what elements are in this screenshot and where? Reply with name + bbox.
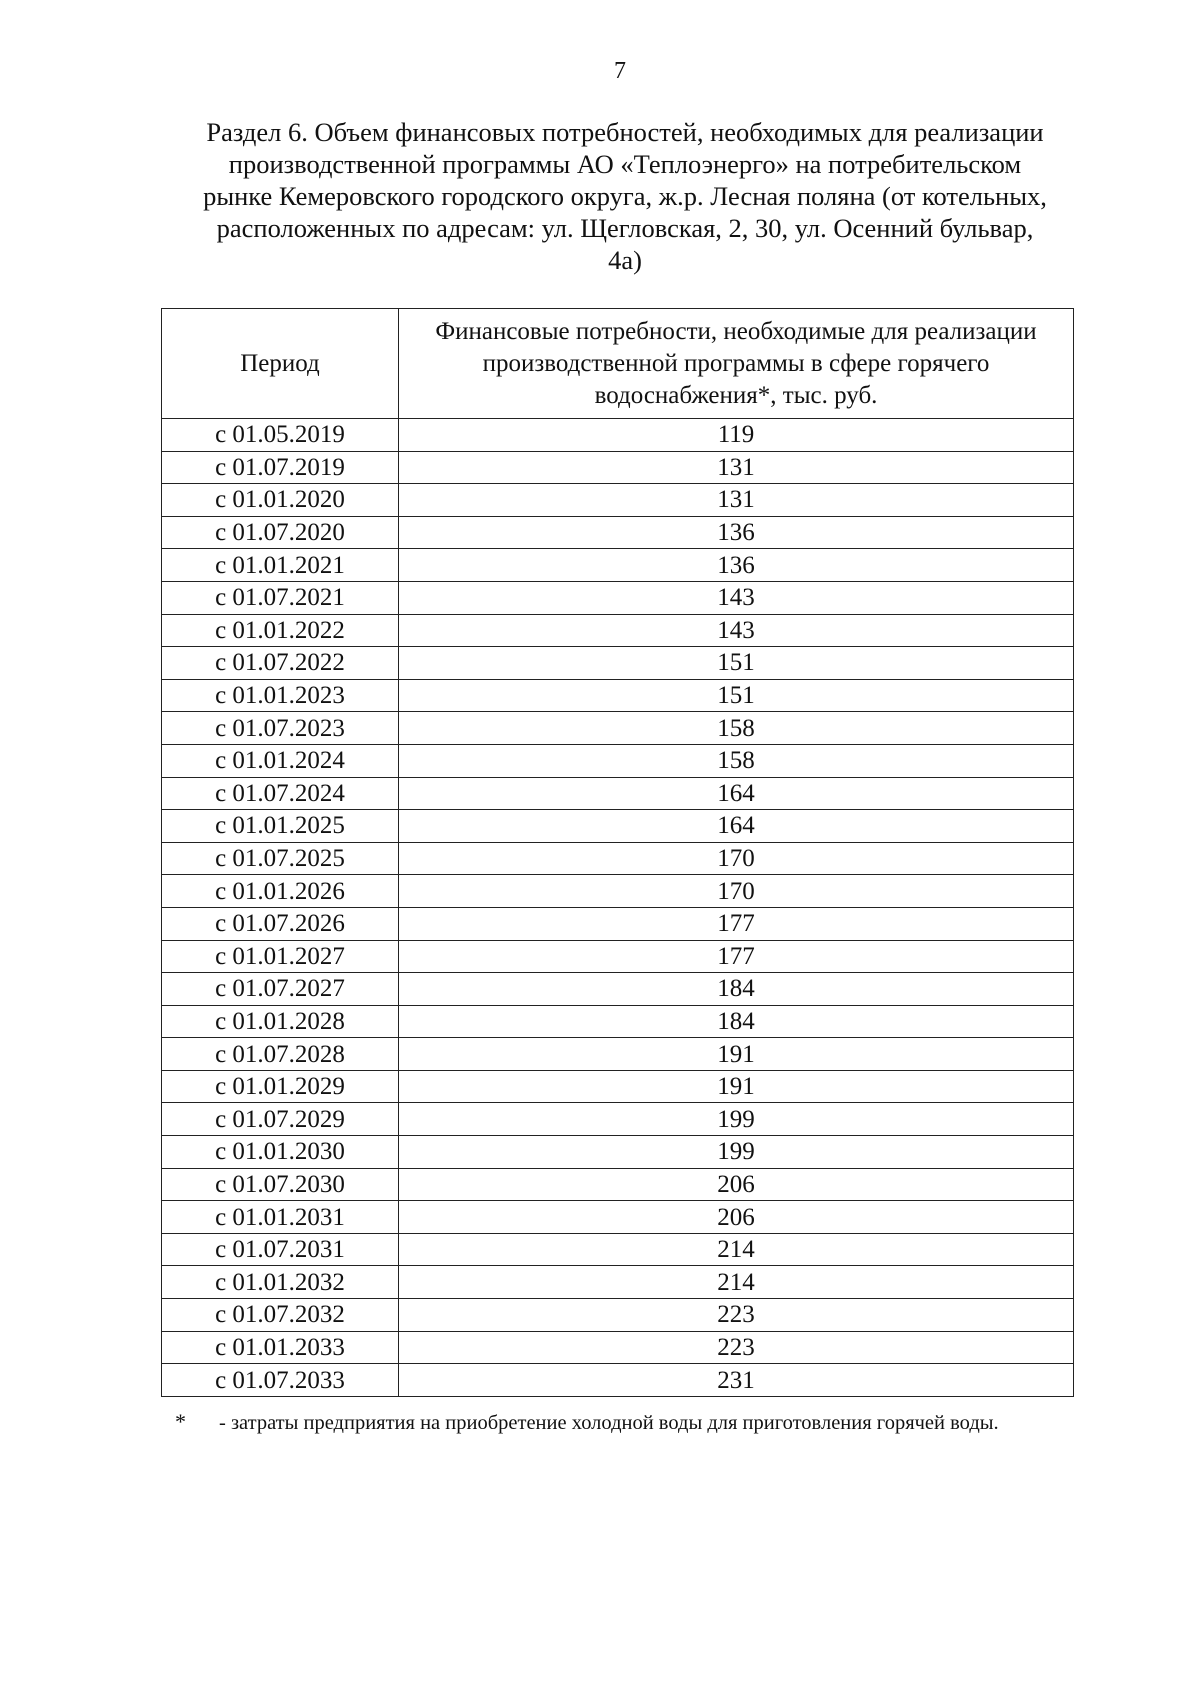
period-cell: с 01.07.2023 [162, 712, 399, 745]
period-cell: с 01.05.2019 [162, 419, 399, 452]
table-row [162, 1233, 1074, 1266]
value-cell: 206 [399, 1201, 1074, 1234]
table-header-row [162, 309, 1074, 419]
value-cell: 131 [399, 484, 1074, 517]
value-cell: 184 [399, 973, 1074, 1006]
value-cell: 191 [399, 1070, 1074, 1103]
period-cell: с 01.01.2031 [162, 1201, 399, 1234]
value-cell: 164 [399, 777, 1074, 810]
table-row [162, 419, 1074, 452]
value-cell: 151 [399, 647, 1074, 680]
table-row [162, 940, 1074, 973]
period-cell: с 01.07.2032 [162, 1299, 399, 1332]
value-cell: 214 [399, 1233, 1074, 1266]
period-cell: с 01.07.2026 [162, 907, 399, 940]
table-row [162, 777, 1074, 810]
table-row [162, 744, 1074, 777]
period-cell: с 01.01.2033 [162, 1331, 399, 1364]
section-heading: Раздел 6. Объем финансовых потребностей, необходимых для реализации производственной программы АО «Теплоэнерго» на потребительском рынке Кемеровского городского округа, ж.р. Лесная поляна (от котельных, расположенных по адресам: ул. Щегловская, 2, 30, ул. Осенний бульвар, 4а) [203, 117, 1047, 275]
table-row [162, 1103, 1074, 1136]
table-row [162, 1299, 1074, 1332]
value-cell: 191 [399, 1038, 1074, 1071]
value-cell: 170 [399, 842, 1074, 875]
period-cell: с 01.01.2028 [162, 1005, 399, 1038]
table-row [162, 647, 1074, 680]
period-cell: с 01.07.2027 [162, 973, 399, 1006]
table-row [162, 973, 1074, 1006]
period-cell: с 01.01.2025 [162, 810, 399, 843]
period-cell: с 01.07.2021 [162, 581, 399, 614]
table-row [162, 875, 1074, 908]
table-row [162, 1136, 1074, 1169]
period-cell: с 01.07.2033 [162, 1364, 399, 1397]
page-number: 7 [614, 58, 626, 84]
period-cell: с 01.07.2022 [162, 647, 399, 680]
table-row [162, 1266, 1074, 1299]
table-row [162, 679, 1074, 712]
period-cell: с 01.07.2030 [162, 1168, 399, 1201]
value-cell: 158 [399, 712, 1074, 745]
value-cell: 143 [399, 614, 1074, 647]
period-cell: с 01.01.2023 [162, 679, 399, 712]
column-header-period: Период [162, 309, 399, 419]
table-row [162, 516, 1074, 549]
period-cell: с 01.01.2027 [162, 940, 399, 973]
table-row [162, 581, 1074, 614]
value-cell: 131 [399, 451, 1074, 484]
value-cell: 184 [399, 1005, 1074, 1038]
table-row [162, 1005, 1074, 1038]
value-cell: 223 [399, 1299, 1074, 1332]
table-row [162, 1038, 1074, 1071]
period-cell: с 01.01.2022 [162, 614, 399, 647]
value-cell: 136 [399, 516, 1074, 549]
value-cell: 206 [399, 1168, 1074, 1201]
table-row [162, 907, 1074, 940]
table-row [162, 1070, 1074, 1103]
period-cell: с 01.07.2028 [162, 1038, 399, 1071]
value-cell: 170 [399, 875, 1074, 908]
value-cell: 214 [399, 1266, 1074, 1299]
value-cell: 177 [399, 940, 1074, 973]
value-cell: 177 [399, 907, 1074, 940]
value-cell: 199 [399, 1103, 1074, 1136]
footnote-text: - затраты предприятия на приобретение холодной воды для приготовления горячей воды. [219, 1412, 999, 1434]
value-cell: 136 [399, 549, 1074, 582]
table-row [162, 1201, 1074, 1234]
table-row [162, 1168, 1074, 1201]
value-cell: 223 [399, 1331, 1074, 1364]
footnote [175, 1405, 1073, 1440]
period-cell: с 01.07.2031 [162, 1233, 399, 1266]
value-cell: 158 [399, 744, 1074, 777]
period-cell: с 01.01.2029 [162, 1070, 399, 1103]
period-cell: с 01.07.2020 [162, 516, 399, 549]
period-cell: с 01.07.2019 [162, 451, 399, 484]
value-cell: 164 [399, 810, 1074, 843]
table-row [162, 712, 1074, 745]
table-row [162, 1331, 1074, 1364]
table-row [162, 451, 1074, 484]
financial-needs-table [161, 308, 1074, 1397]
column-header-financial-needs: Финансовые потребности, необходимые для реализации производственной программы в сфере горячего водоснабжения*, тыс. руб. [399, 309, 1074, 419]
period-cell: с 01.01.2030 [162, 1136, 399, 1169]
value-cell: 231 [399, 1364, 1074, 1397]
footnote-mark: * [175, 1409, 186, 1434]
table-row [162, 614, 1074, 647]
period-cell: с 01.01.2032 [162, 1266, 399, 1299]
period-cell: с 01.07.2025 [162, 842, 399, 875]
value-cell: 151 [399, 679, 1074, 712]
period-cell: с 01.01.2024 [162, 744, 399, 777]
period-cell: с 01.01.2020 [162, 484, 399, 517]
value-cell: 199 [399, 1136, 1074, 1169]
table-row [162, 549, 1074, 582]
value-cell: 143 [399, 581, 1074, 614]
value-cell: 119 [399, 419, 1074, 452]
table-row [162, 810, 1074, 843]
period-cell: с 01.07.2024 [162, 777, 399, 810]
table-row [162, 1364, 1074, 1397]
period-cell: с 01.01.2026 [162, 875, 399, 908]
period-cell: с 01.07.2029 [162, 1103, 399, 1136]
table-body [162, 419, 1074, 1397]
table-row [162, 484, 1074, 517]
period-cell: с 01.01.2021 [162, 549, 399, 582]
table-row [162, 842, 1074, 875]
